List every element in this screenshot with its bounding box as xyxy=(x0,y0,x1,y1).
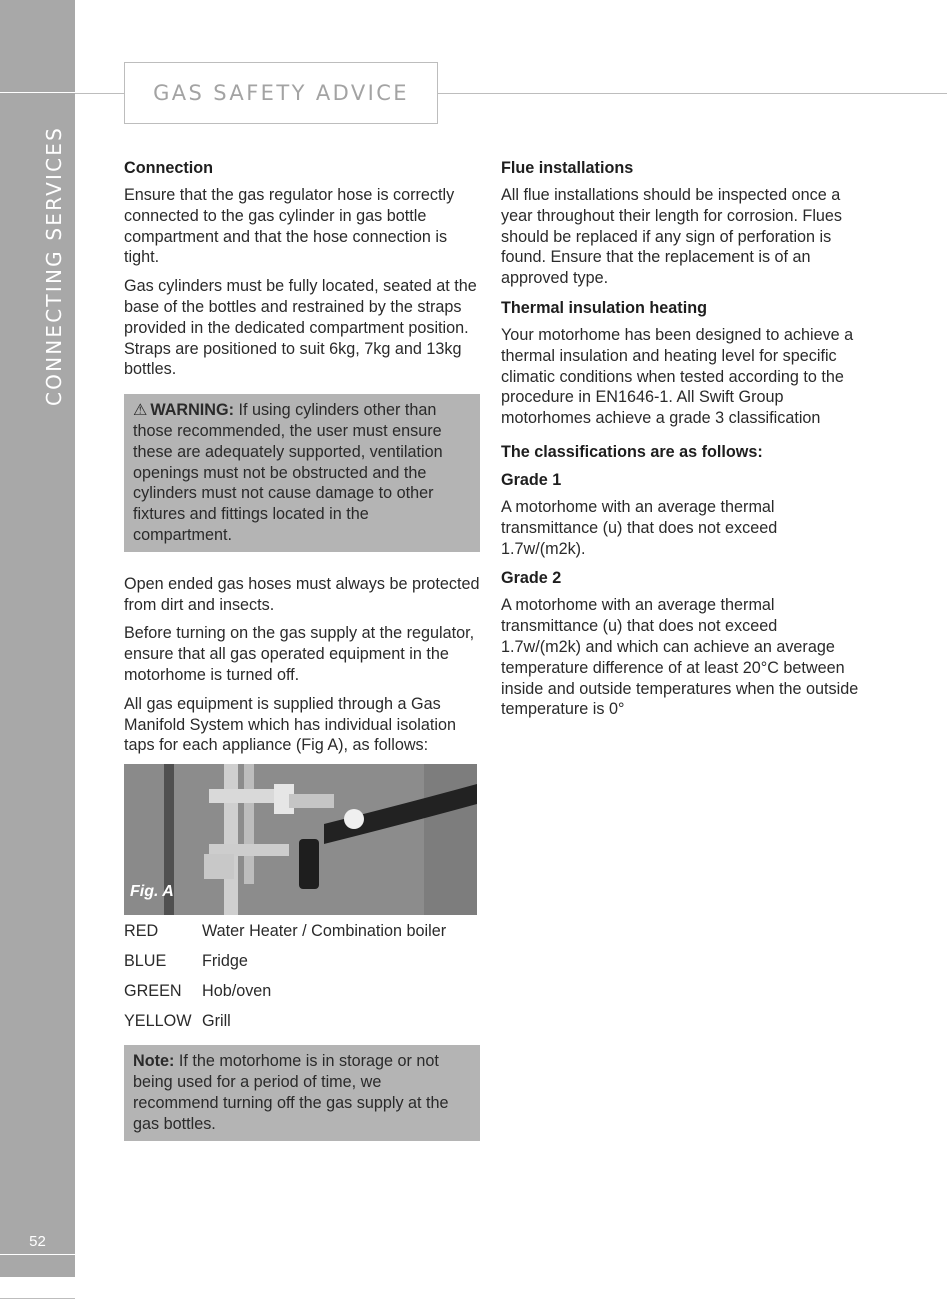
before-paragraph: Before turning on the gas supply at the regulator, ensure that all gas operated equipment in the motorhome is turned off. xyxy=(124,624,475,684)
manifold-paragraph: All gas equipment is supplied through a Gas Manifold System which has individual isolation taps for each appliance (Fig A), as follows: xyxy=(124,694,457,755)
hoses-paragraph: Open ended gas hoses must always be protected from dirt and insects. xyxy=(124,574,480,614)
header-box xyxy=(124,62,438,124)
warning-box xyxy=(124,394,480,552)
legend-row xyxy=(124,981,480,1002)
grade-1-heading: Grade 1 xyxy=(501,470,562,489)
section-label: CONNECTING SERVICES xyxy=(42,126,66,406)
grade-2-heading: Grade 2 xyxy=(501,569,562,588)
note-text: If the motorhome is in storage or not being used for a period of time, we recommend turning off the gas supply at the gas bottles. xyxy=(133,1052,449,1133)
flue-heading: Flue installations xyxy=(501,159,634,177)
legend-row xyxy=(124,951,480,972)
warning-icon: ⚠ xyxy=(133,402,148,420)
connection-paragraph-1: Ensure that the gas regulator hose is correctly connected to the gas cylinder in gas bottle compartment and that the hose connection is tight. xyxy=(124,186,455,267)
page-number: 52 xyxy=(29,1233,46,1250)
note-label: Note: xyxy=(133,1052,175,1071)
sidebar-divider-top xyxy=(0,92,75,93)
note-paragraph xyxy=(133,1051,471,1134)
legend-color: YELLOW xyxy=(124,1011,192,1030)
connection-paragraph-2: Gas cylinders must be fully located, seated at the base of the bottles and restrained by the straps provided in the dedicated compartment position. Straps are positioned to suit 6kg, 7kg and 13kg bottles. xyxy=(124,277,477,379)
legend-appliance: Hob/oven xyxy=(202,981,272,1000)
warning-paragraph xyxy=(133,400,471,546)
classifications-heading: The classifications are as follows: xyxy=(501,442,763,461)
legend-appliance: Fridge xyxy=(202,951,248,970)
figure-label: Fig. A xyxy=(130,883,174,901)
left-column xyxy=(124,157,480,1163)
note-box xyxy=(124,1045,480,1140)
right-column xyxy=(501,157,861,728)
flue-paragraph: All flue installations should be inspected once a year throughout their length for corrosion. Flues should be replaced if any sign of perforation is found. Ensure that the replacement is of an approved type. xyxy=(501,186,843,288)
manifold-photo-illustration xyxy=(124,764,477,915)
grade-1-paragraph: A motorhome with an average thermal transmittance (u) that does not exceed 1.7w/(m2k). xyxy=(501,497,778,558)
grade-2-paragraph: A motorhome with an average thermal transmittance (u) that does not exceed 1.7w/(m2k) and which can achieve an average temperature difference of at least 20°C between inside and outside temperatures when the outside temperature is 0° xyxy=(501,596,859,719)
thermal-heading: Thermal insulation heating xyxy=(501,298,707,317)
connection-heading: Connection xyxy=(124,159,214,177)
warning-text: If using cylinders other than those recommended, the user must ensure these are adequately supported, ventilation openings must not be obstructed and the cylinders must not cause damage to other fixtures and fittings located in the compartment. xyxy=(133,401,443,544)
page-title: GAS SAFETY ADVICE xyxy=(153,81,409,105)
legend-color: RED xyxy=(124,922,159,941)
legend-appliance: Grill xyxy=(202,1011,231,1030)
warning-label: WARNING: xyxy=(150,401,234,420)
legend-color: BLUE xyxy=(124,951,167,970)
color-legend xyxy=(124,921,480,1031)
legend-row xyxy=(124,1011,480,1032)
legend-row xyxy=(124,921,480,942)
legend-color: GREEN xyxy=(124,981,182,1000)
thermal-paragraph: Your motorhome has been designed to achieve a thermal insulation and heating level for specific climatic conditions when tested according to the procedure in EN1646-1. All Swift Group motorhomes achieve a grade 3 classification xyxy=(501,325,854,428)
sidebar-divider-bottom xyxy=(0,1254,75,1255)
figure-a-photo xyxy=(124,764,477,915)
legend-appliance: Water Heater / Combination boiler xyxy=(202,922,447,941)
sidebar xyxy=(0,0,75,1277)
